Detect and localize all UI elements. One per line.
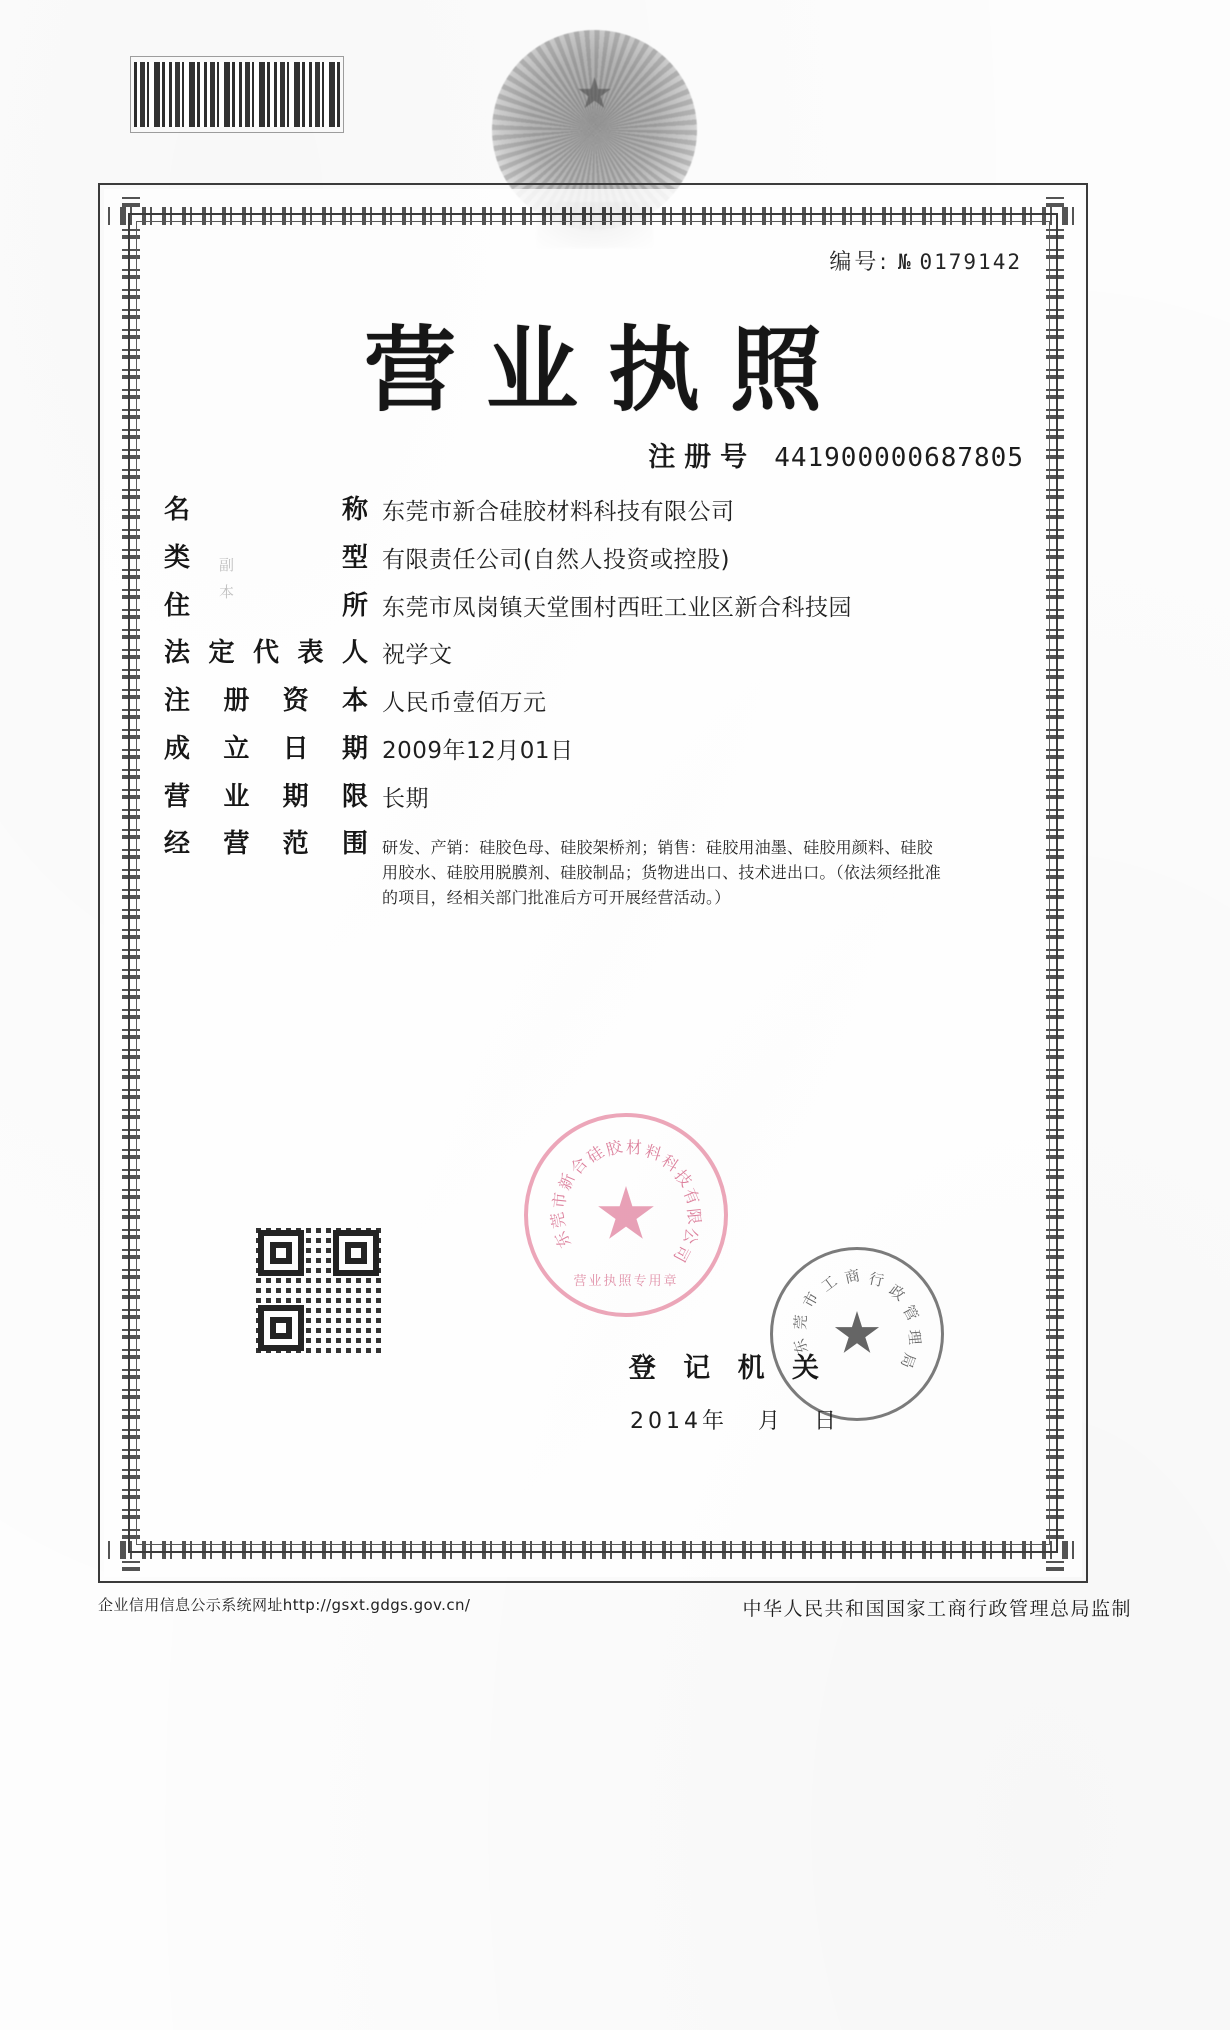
seal-arc-char: 科 (658, 1150, 683, 1176)
seal-arc-char: 东 (789, 1336, 812, 1357)
authority-seal (770, 1247, 944, 1421)
label-char: 代 (252, 638, 279, 669)
field-value-registered-capital: 人民币壹佰万元 (382, 690, 547, 716)
seal-arc-char: 技 (670, 1166, 696, 1191)
field-row-registered-capital (164, 686, 1030, 718)
field-label-business-term (164, 782, 382, 813)
qr-code (256, 1228, 381, 1353)
label-char: 营 (164, 781, 191, 812)
qr-finder-bottom-left (258, 1305, 304, 1351)
field-value-business-scope: 研发、产销：硅胶色母、硅胶架桥剂；销售：硅胶用油墨、硅胶用颜料、硅胶用胶水、硅胶用脱膜剂、硅胶制品；货物进出口、技术进出口。（依法须经批准的项目，经相关部门批准后方可开展经营活动。） (382, 838, 942, 907)
serial-number-value: 0179142 (919, 250, 1022, 274)
seal-arc-char: 新 (554, 1170, 579, 1193)
label-char: 围 (341, 829, 368, 860)
seal-arc-text (528, 1117, 724, 1313)
seal-arc-char: 有 (679, 1185, 704, 1208)
field-label-legal-representative (164, 638, 382, 669)
seal-arc-char: 合 (566, 1153, 592, 1179)
barcode-frame (130, 56, 344, 133)
serial-no-symbol: № (897, 250, 912, 274)
seal-arc-char: 行 (867, 1269, 886, 1291)
label-char: 人 (341, 638, 368, 669)
day-char: 日 (813, 1409, 840, 1434)
seal-arc-char: 管 (899, 1302, 923, 1324)
barcode (134, 62, 340, 127)
footer-issuer: 中华人民共和国国家工商行政管理总局监制 (742, 1598, 1132, 1620)
seal-arc-char: 局 (896, 1350, 920, 1371)
field-value-name: 东莞市新合硅胶材料科技有限公司 (382, 499, 735, 525)
label-char: 型 (341, 542, 368, 573)
label-char: 营 (223, 829, 250, 860)
company-seal (524, 1113, 728, 1317)
seal-arc-char: 公 (679, 1226, 702, 1246)
label-char: 期 (282, 781, 309, 812)
field-value-establishment-date: 2009年12月01日 (382, 737, 574, 764)
label-char: 名 (164, 495, 191, 525)
faint-side-note: 副本 (217, 557, 235, 611)
field-label-registered-capital (164, 686, 382, 717)
label-char: 限 (341, 781, 368, 812)
label-char: 表 (297, 638, 324, 669)
seal-arc-char: 料 (642, 1141, 664, 1165)
field-row-establishment-date (164, 734, 1030, 766)
label-char: 称 (341, 495, 368, 525)
field-label-type (164, 543, 382, 574)
seal-arc-char: 理 (904, 1328, 924, 1346)
footer-credit-url: 企业信用信息公示系统网址http://gsxt.gdgs.gov.cn/ (98, 1596, 471, 1614)
label-char: 业 (223, 781, 250, 812)
seal-arc-char: 硅 (583, 1142, 608, 1167)
field-label-name (164, 495, 382, 526)
field-row-name (164, 495, 1030, 527)
seal-arc-char: 莞 (547, 1210, 570, 1230)
seal-arc-char: 东 (550, 1228, 575, 1252)
label-char: 经 (164, 829, 191, 860)
label-char: 资 (282, 686, 309, 716)
serial-number (829, 245, 1022, 276)
seal-arc-text (773, 1250, 941, 1418)
label-char: 住 (164, 590, 191, 621)
company-seal-subtext: 营业执照专用章 (573, 1274, 679, 1289)
field-value-business-term: 长期 (382, 785, 429, 812)
field-row-legal-representative (164, 638, 1030, 670)
label-char: 立 (223, 733, 250, 764)
certificate-content (146, 227, 1040, 1539)
registration-number-label: 注册号 (648, 442, 757, 473)
seal-arc-char: 商 (843, 1266, 862, 1288)
label-char: 成 (164, 733, 191, 764)
label-char: 册 (223, 686, 250, 716)
seal-arc-char: 限 (683, 1207, 705, 1226)
seal-arc-char: 市 (549, 1191, 570, 1210)
year-char: 年 (701, 1409, 728, 1434)
label-char: 期 (341, 733, 368, 764)
label-char: 法 (164, 638, 191, 669)
seal-arc-char: 市 (799, 1288, 823, 1311)
seal-arc-char: 工 (817, 1272, 841, 1296)
month-char: 月 (757, 1409, 784, 1434)
seal-arc-char: 材 (626, 1138, 643, 1157)
emblem-star-icon (578, 77, 612, 111)
field-row-business-scope (164, 829, 1030, 910)
seal-arc-char: 政 (885, 1281, 909, 1305)
field-label-address (164, 591, 382, 622)
field-label-establishment-date (164, 734, 382, 765)
issue-year: 2014 (629, 1409, 702, 1434)
field-row-business-term (164, 782, 1030, 814)
field-list (164, 495, 1030, 927)
field-value-legal-representative: 祝学文 (382, 642, 453, 669)
label-char: 范 (282, 829, 309, 860)
seal-arc-char: 司 (669, 1242, 694, 1266)
registration-number-value: 441900000687805 (774, 443, 1024, 473)
field-row-type (164, 543, 1030, 575)
seal-arc-char: 莞 (791, 1313, 811, 1331)
field-row-address (164, 591, 1030, 623)
label-char: 类 (164, 542, 191, 573)
registration-authority-label: 登 记 机 关 (628, 1353, 828, 1384)
label-char: 注 (164, 686, 191, 716)
field-value-type: 有限责任公司(自然人投资或控股) (382, 546, 730, 573)
serial-label: 编号: (829, 250, 890, 275)
label-char: 日 (282, 733, 309, 764)
seal-arc-char: 胶 (603, 1136, 625, 1160)
certificate-frame (98, 183, 1088, 1583)
label-char: 本 (341, 686, 368, 716)
registration-number-line (648, 435, 1024, 474)
field-label-business-scope (164, 829, 382, 860)
label-char: 定 (208, 638, 235, 669)
page-title: 营业执照 (363, 317, 852, 424)
label-char: 所 (341, 590, 368, 621)
field-value-address: 东莞市凤岗镇天堂围村西旺工业区新合科技园 (382, 594, 852, 621)
